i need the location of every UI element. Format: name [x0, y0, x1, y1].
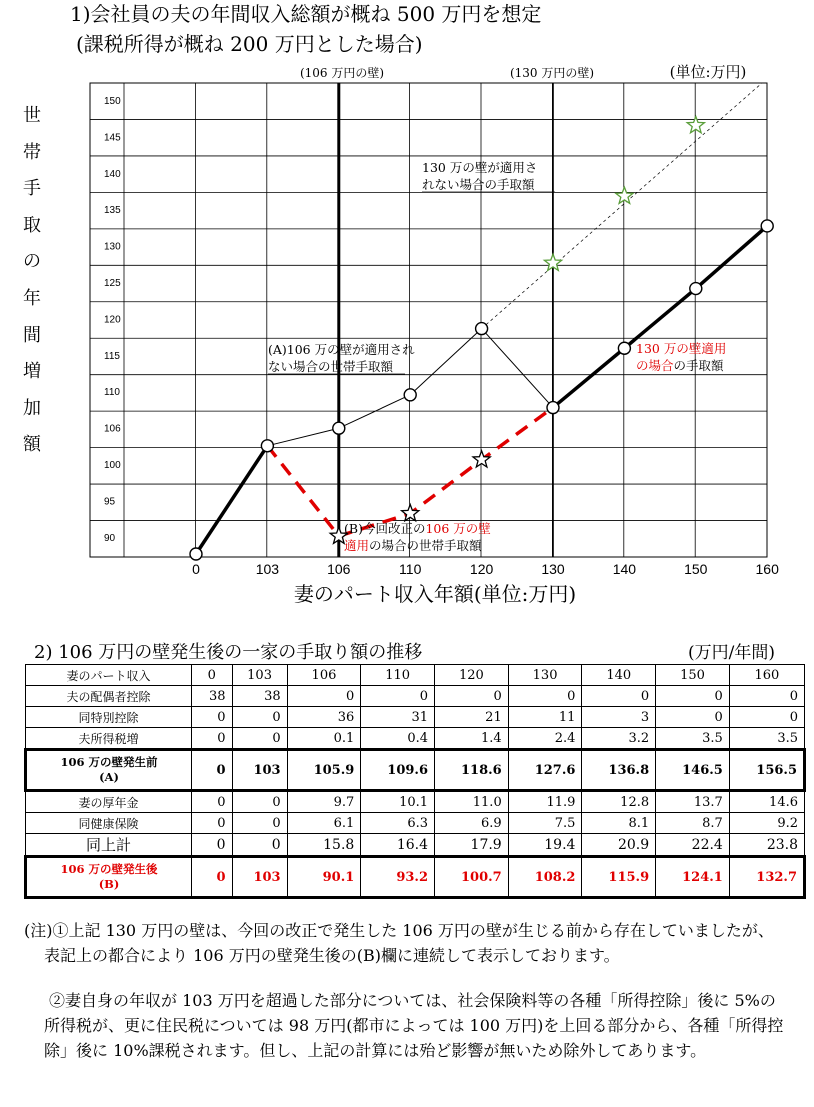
table-cell: 11.9	[508, 791, 582, 813]
y-title-char-4: の	[23, 251, 41, 273]
table-row	[26, 750, 805, 791]
table-cell: 36	[287, 707, 361, 728]
plot-frame	[90, 83, 767, 557]
series-a-point	[618, 342, 630, 354]
table-cell: 2.4	[508, 728, 582, 750]
table-cell: 136.8	[582, 750, 656, 791]
table-cell: 124.1	[656, 857, 730, 898]
table-cell: 10.1	[361, 791, 435, 813]
row-label: 妻の厚年金	[26, 791, 192, 813]
y-tick-label: 100	[104, 460, 121, 471]
table-cell: 0	[232, 728, 287, 750]
annotation-a-line2: ない場合の世帯手取額	[268, 359, 394, 374]
table-cell: 3.5	[729, 728, 804, 750]
table-cell: 130	[508, 665, 582, 686]
table-cell: 0	[192, 750, 233, 791]
table-cell: 17.9	[435, 834, 509, 857]
table-cell: 0	[232, 791, 287, 813]
row-b-label: 106 万の壁発生後 (B)	[26, 857, 192, 898]
chart-title-line2: (課税所得が概ね 200 万円とした場合)	[76, 32, 423, 56]
table-cell: 15.8	[287, 834, 361, 857]
table-cell: 156.5	[729, 750, 804, 791]
series-a-thick-segment	[196, 446, 267, 554]
y-tick-label: 150	[104, 96, 121, 107]
y-title-char-5: 年	[23, 287, 41, 309]
table-cell: 146.5	[656, 750, 730, 791]
series-a-point	[547, 402, 559, 414]
table-cell: 0	[729, 686, 804, 707]
x-tick-label: 120	[469, 561, 494, 577]
table-cell: 0	[192, 857, 233, 898]
table-cell: 19.4	[508, 834, 582, 857]
table-row	[26, 728, 805, 750]
table-cell: 0	[192, 791, 233, 813]
series-a-point	[476, 323, 488, 335]
y-title-char-6: 間	[23, 324, 41, 346]
table-cell: 6.9	[435, 813, 509, 834]
table-cell: 0	[508, 686, 582, 707]
x-tick-label: 0	[192, 561, 200, 577]
table-cell: 103	[232, 750, 287, 791]
table-cell: 93.2	[361, 857, 435, 898]
row-label: 同健康保険	[26, 813, 192, 834]
note-1: (注)①上記 130 万円の壁は、今回の改正で発生した 106 万円の壁が生じる前から存在していましたが、表記上の都合により 106 万円の壁発生後の(B)欄に連続して表示しております。	[24, 921, 774, 965]
series-a-thick-segment	[624, 289, 695, 349]
table-cell: 0	[192, 834, 233, 857]
table-cell: 22.4	[656, 834, 730, 857]
table-cell: 21	[435, 707, 509, 728]
series-b-star	[402, 505, 419, 521]
annotation-a-line1: (A)106 万の壁が適用され	[268, 342, 415, 357]
table-cell: 110	[361, 665, 435, 686]
table-cell: 160	[729, 665, 804, 686]
y-tick-label: 115	[104, 350, 120, 362]
row-total-label: 同上計	[26, 834, 192, 857]
table-cell: 0	[361, 686, 435, 707]
table-cell: 12.8	[582, 791, 656, 813]
series-a-point	[190, 548, 202, 560]
table-cell: 23.8	[729, 834, 804, 857]
wall-106-label: (106 万円の壁)	[299, 66, 385, 80]
table-cell: 115.9	[582, 857, 656, 898]
series-c-star	[687, 117, 704, 133]
table-cell: 100.7	[435, 857, 509, 898]
y-tick-label: 125	[104, 278, 121, 289]
table-cell: 103	[232, 665, 287, 686]
table-cell: 8.1	[582, 813, 656, 834]
table-cell: 127.6	[508, 750, 582, 791]
table-cell: 11.0	[435, 791, 509, 813]
table-cell: 13.7	[656, 791, 730, 813]
table-cell: 20.9	[582, 834, 656, 857]
table-row	[26, 791, 805, 813]
table-cell: 0	[656, 686, 730, 707]
table-cell: 16.4	[361, 834, 435, 857]
y-tick-label: 120	[104, 314, 121, 326]
x-tick-label: 150	[684, 561, 708, 577]
table-row	[26, 665, 805, 686]
chart-title-line1: 1)会社員の夫の年間収入総額が概ね 500 万円を想定	[70, 2, 542, 26]
table-cell: 118.6	[435, 750, 509, 791]
annotation-d-line2: れない場合の手取額	[422, 177, 535, 192]
section2-title: 2) 106 万円の壁発生後の一家の手取り額の推移	[34, 642, 423, 663]
row-label: 同特別控除	[26, 707, 192, 728]
table-cell: 6.1	[287, 813, 361, 834]
table-cell: 120	[435, 665, 509, 686]
y-title-char-1: 帯	[23, 141, 41, 163]
y-tick-label: 95	[104, 496, 116, 508]
table-row	[26, 707, 805, 728]
table-cell: 6.3	[361, 813, 435, 834]
table-cell: 7.5	[508, 813, 582, 834]
section2-unit: (万円/年間)	[688, 643, 775, 663]
table-cell: 14.6	[729, 791, 804, 813]
wall-130-label: (130 万円の壁)	[509, 66, 595, 80]
series-a-thick-segment	[553, 348, 624, 407]
x-axis-title: 妻のパート収入年額(単位:万円)	[293, 582, 577, 606]
series-a-point	[761, 220, 773, 232]
series-a-point	[261, 440, 273, 452]
table-row	[26, 686, 805, 707]
note-2: ②妻自身の年収が 103 万円を超過した部分については、社会保険料等の各種「所得控除」後に 5%の所得税が、更に住民税については 98 万円(都市によっては 100 万円)を上回る部分から、各種「所得控除」後に 10%課税されます。但し、上記の計算には殆ど影響が無いため除外してあります。	[44, 991, 784, 1060]
annotation-b-line2: 適用の場合の世帯手取額	[344, 538, 482, 553]
table-cell: 0	[656, 707, 730, 728]
annotation-c-line1: 130 万の壁適用	[636, 341, 727, 356]
x-tick-label: 140	[612, 561, 637, 577]
table-cell: 0	[582, 686, 656, 707]
table-cell: 0	[287, 686, 361, 707]
y-tick-label: 90	[104, 532, 116, 544]
series-a-thick-segment	[696, 226, 767, 289]
annotation-b-line1: (B)今回改正の106 万の壁	[344, 521, 491, 536]
table-cell: 106	[287, 665, 361, 686]
table-cell: 0	[232, 834, 287, 857]
y-title-char-8: 加	[23, 397, 41, 419]
table-cell: 11	[508, 707, 582, 728]
table-cell: 3.2	[582, 728, 656, 750]
y-title-char-3: 取	[23, 214, 41, 236]
table-cell: 105.9	[287, 750, 361, 791]
series-a-point	[690, 283, 702, 295]
table-cell: 0	[192, 665, 233, 686]
table-cell: 0	[729, 707, 804, 728]
y-tick-label: 145	[104, 132, 121, 144]
chart-unit: (単位:万円)	[669, 63, 747, 81]
notes	[24, 918, 784, 1063]
annotation-d-line1: 130 万の壁が適用さ	[422, 160, 538, 175]
x-tick-label: 160	[755, 561, 779, 577]
table-cell: 9.2	[729, 813, 804, 834]
table-cell: 103	[232, 857, 287, 898]
table-row	[26, 813, 805, 834]
table-cell: 0	[232, 813, 287, 834]
series-a-point	[404, 389, 416, 401]
row-a-label: 106 万の壁発生前 (A)	[26, 750, 192, 791]
table-cell: 31	[361, 707, 435, 728]
y-tick-label: 140	[104, 168, 121, 180]
row-label: 夫の配偶者控除	[26, 686, 192, 707]
x-tick-label: 110	[399, 561, 422, 577]
table-cell: 0	[192, 707, 233, 728]
table-cell: 0	[192, 728, 233, 750]
table-cell: 3	[582, 707, 656, 728]
table-cell: 3.5	[656, 728, 730, 750]
table-cell: 109.6	[361, 750, 435, 791]
table-cell: 0	[192, 813, 233, 834]
series-a-thin-segment	[267, 428, 338, 446]
y-tick-label: 135	[104, 205, 121, 217]
table-row	[26, 834, 805, 857]
table-cell: 0	[232, 707, 287, 728]
row-label: 夫所得税増	[26, 728, 192, 750]
table-cell: 108.2	[508, 857, 582, 898]
table-row	[26, 857, 805, 898]
y-tick-label: 106	[104, 423, 121, 435]
table-cell: 8.7	[656, 813, 730, 834]
y-title-char-0: 世	[23, 105, 41, 126]
table-cell: 0.1	[287, 728, 361, 750]
table-cell: 90.1	[287, 857, 361, 898]
series-a-point	[333, 422, 345, 434]
table-cell: 38	[192, 686, 233, 707]
x-tick-label: 103	[255, 561, 280, 577]
table-cell: 140	[582, 665, 656, 686]
y-tick-label: 130	[104, 241, 121, 253]
table-cell: 0.4	[361, 728, 435, 750]
table-cell: 150	[656, 665, 730, 686]
y-title-char-2: 手	[23, 178, 41, 200]
x-tick-label: 130	[541, 561, 565, 577]
table-cell: 0	[435, 686, 509, 707]
series-c-star	[616, 187, 633, 203]
table-header-label: 妻のパート収入	[26, 665, 192, 686]
table-cell: 1.4	[435, 728, 509, 750]
series-a-thin-segment	[482, 329, 553, 408]
takehome-table	[24, 664, 806, 899]
table-cell: 132.7	[729, 857, 804, 898]
y-title-char-7: 増	[23, 361, 41, 383]
table-cell: 9.7	[287, 791, 361, 813]
x-tick-label: 106	[327, 561, 351, 577]
y-title-char-9: 額	[23, 434, 41, 456]
annotation-c-line2: の場合の手取額	[636, 358, 724, 373]
table-cell: 38	[232, 686, 287, 707]
y-tick-label: 110	[104, 387, 120, 399]
